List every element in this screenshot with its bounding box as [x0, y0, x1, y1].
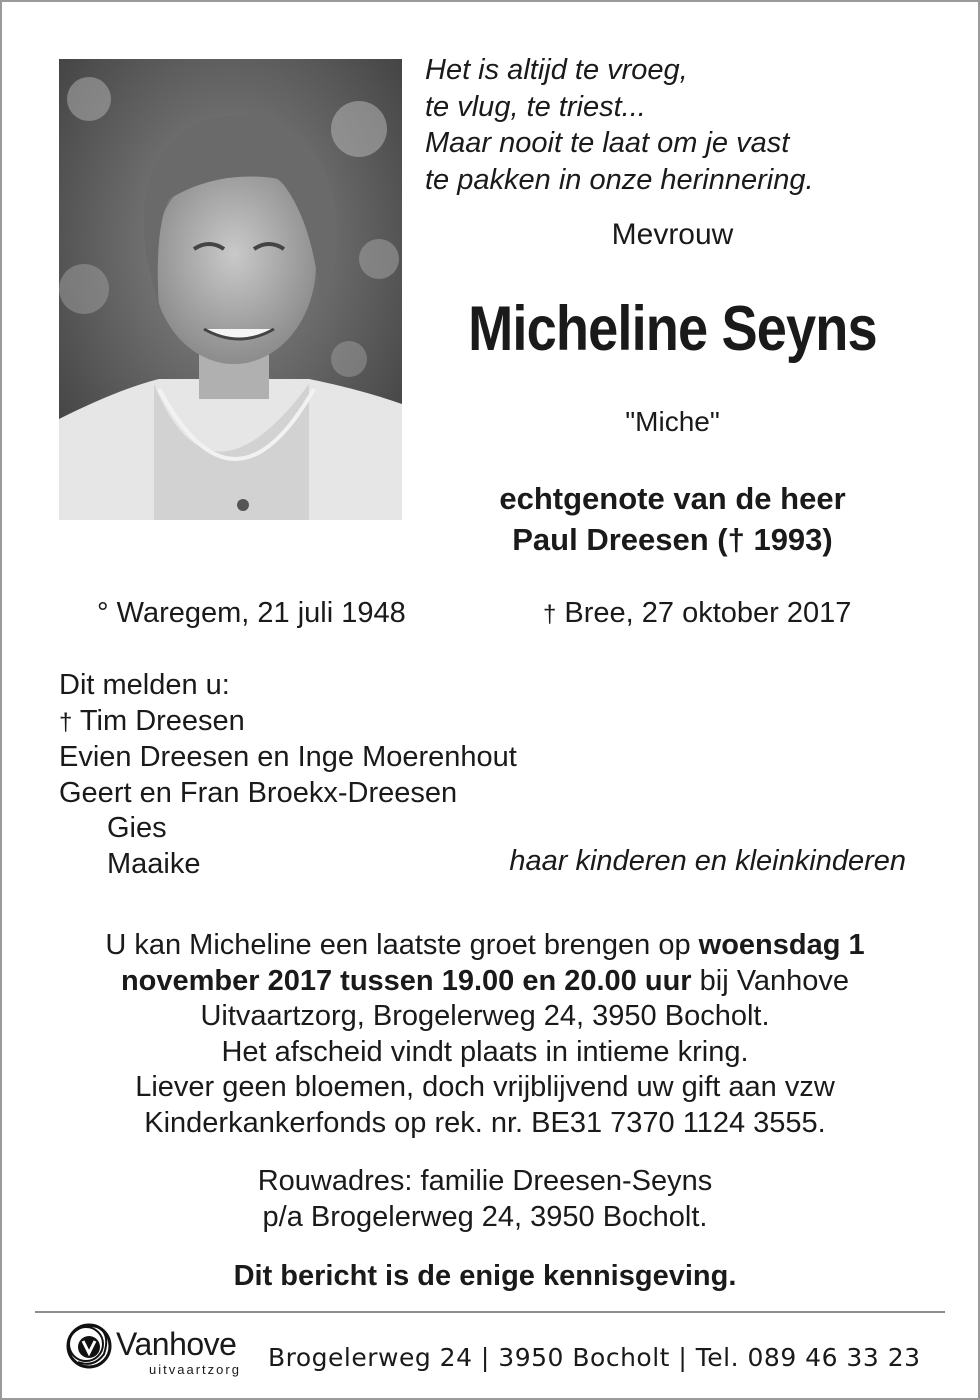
- spouse-line-2: Paul Dreesen († 1993): [512, 522, 833, 557]
- cross-icon: †: [59, 708, 73, 736]
- family-member: Geert en Fran Broekx-Dreesen: [59, 776, 458, 809]
- notice-line: Kinderkankerfonds op rek. nr. BE31 7370 1124 3555.: [144, 1106, 826, 1139]
- logo-name: Vanhove: [116, 1326, 237, 1362]
- spouse-line-1: echtgenote van de heer: [499, 481, 846, 516]
- visitation-notice: [60, 928, 910, 1141]
- spouse-info: [430, 478, 915, 560]
- birth-date: ° Waregem, 21 juli 1948: [97, 597, 406, 629]
- vanhove-logo: [64, 1320, 254, 1380]
- notice-line: Uitvaartzorg, Brogelerweg 24, 3950 Bocholt.: [200, 1000, 770, 1032]
- notice-line: Liever geen bloemen, doch vrijblijvend uw gift aan vzw: [135, 1071, 835, 1103]
- death-date: [543, 597, 851, 630]
- nickname: "Miche": [625, 406, 720, 437]
- honorific-title: Mevrouw: [611, 218, 734, 251]
- logo-subtitle: uitvaartzorg: [149, 1362, 241, 1377]
- family-member: Evien Dreesen en Inge Moerenhout: [59, 741, 517, 773]
- notice-line: november 2017 tussen 19.00 en 20.00 uur bij Vanhove: [120, 964, 850, 997]
- notice-line: Het afscheid vindt plaats in intieme kring.: [221, 1035, 749, 1068]
- logo-emblem-icon: [64, 1320, 114, 1372]
- family-relation: haar kinderen en kleinkinderen: [509, 845, 906, 877]
- poem-line: te pakken in onze herinnering.: [425, 163, 814, 196]
- deceased-name: Micheline Seyns: [468, 294, 877, 364]
- notice-line: U kan Micheline een laatste groet brengen op woensdag 1: [105, 929, 865, 961]
- grandchild: Maaike: [107, 847, 201, 880]
- family-member: † Tim Dreesen: [59, 704, 245, 737]
- address-line: p/a Brogelerweg 24, 3950 Bocholt.: [262, 1200, 708, 1233]
- mourning-address: [60, 1164, 910, 1235]
- poem-line: Maar nooit te laat om je vast: [425, 127, 790, 159]
- grandchild: Gies: [107, 812, 167, 844]
- death-date-text: Bree, 27 oktober 2017: [556, 597, 852, 629]
- footer-divider: [35, 1311, 945, 1313]
- footer-contact: Brogelerweg 24 | 3950 Bocholt | Tel. 089 46 33 23: [268, 1343, 921, 1372]
- cross-icon: †: [543, 601, 557, 628]
- portrait-photo: [59, 59, 402, 520]
- poem-line: te vlug, te triest...: [425, 90, 646, 123]
- address-line: Rouwadres: familie Dreesen-Seyns: [257, 1165, 713, 1197]
- poem-line: Het is altijd te vroeg,: [425, 54, 688, 86]
- memorial-poem: [425, 52, 945, 198]
- closing-statement: Dit bericht is de enige kennisgeving.: [233, 1260, 737, 1292]
- family-intro: Dit melden u:: [59, 669, 230, 701]
